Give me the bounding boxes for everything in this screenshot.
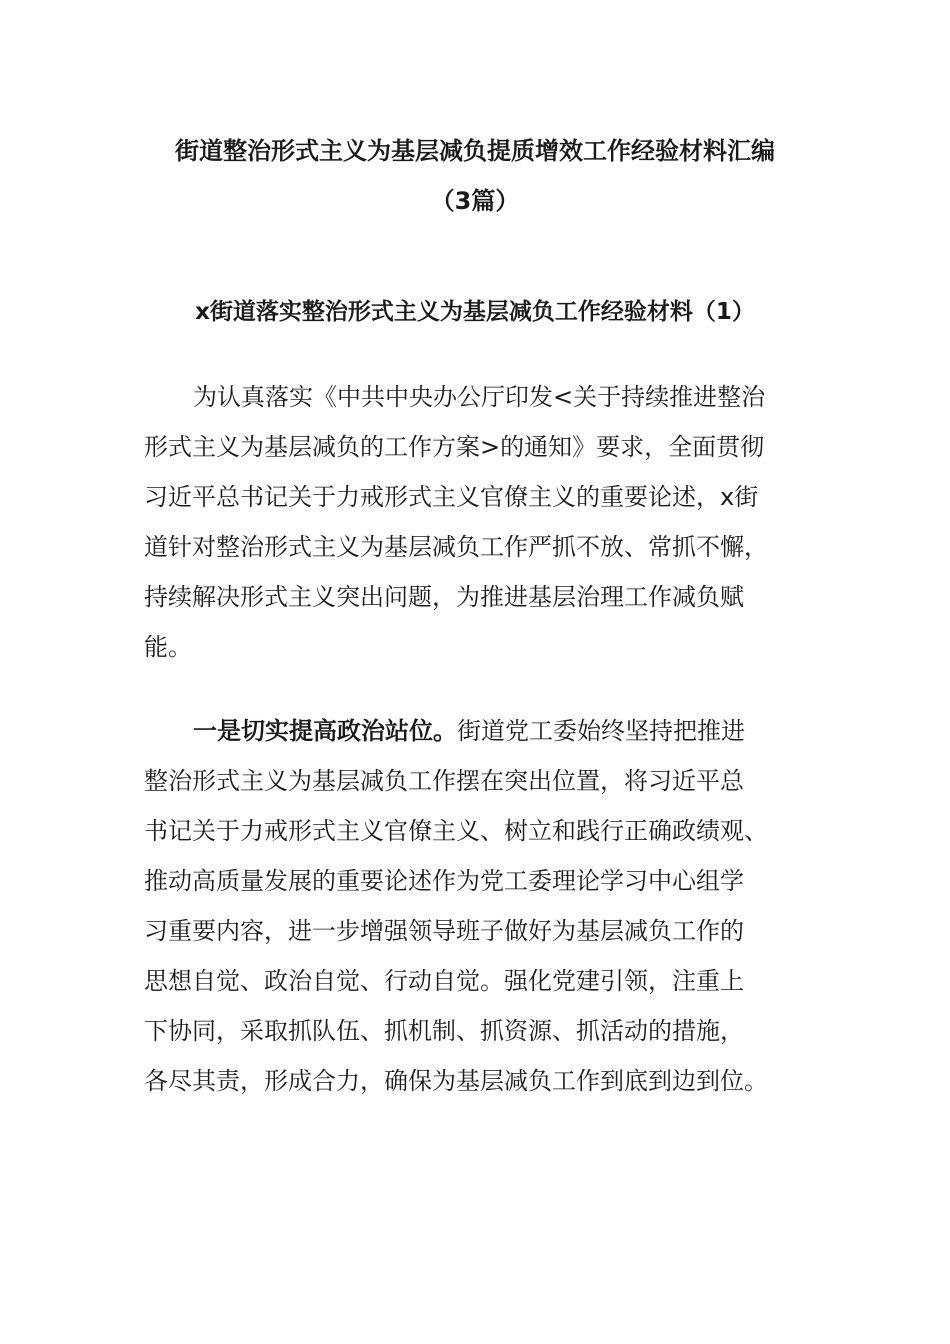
paragraph-1-line: 能。 — [144, 633, 192, 661]
paragraph-2-line: 下协同，采取抓队伍、抓机制、抓资源、抓活动的措施， — [144, 1017, 744, 1045]
paragraph-1-line: 习近平总书记关于力戒形式主义官僚主义的重要论述，x街 — [144, 483, 759, 511]
paragraph-2-first-line — [193, 716, 745, 746]
paragraph-2-line: 习重要内容，进一步增强领导班子做好为基层减负工作的 — [144, 917, 744, 945]
paragraph-1-line: 形式主义为基层减负的工作方案>的通知》要求，全面贯彻 — [144, 433, 765, 461]
paragraph-2-line: 思想自觉、政治自觉、行动自觉。强化党建引领，注重上 — [144, 967, 744, 995]
paragraph-1-line: 为认真落实《中共中央办公厅印发<关于持续推进整治 — [193, 383, 766, 411]
paragraph-2-line: 推动高质量发展的重要论述作为党工委理论学习中心组学 — [144, 867, 744, 895]
document-title-count: （3篇） — [430, 187, 520, 215]
paragraph-1-line: 持续解决形式主义突出问题，为推进基层治理工作减负赋 — [144, 583, 744, 611]
paragraph-2-line: 各尽其责，形成合力，确保为基层减负工作到底到边到位。 — [144, 1067, 768, 1095]
document-title: 街道整治形式主义为基层减负提质增效工作经验材料汇编 — [175, 137, 775, 165]
paragraph-2-first-rest: 街道党工委始终坚持把推进 — [457, 717, 745, 745]
paragraph-1-line: 道针对整治形式主义为基层减负工作严抓不放、常抓不懈， — [144, 533, 768, 561]
section-title: x街道落实整治形式主义为基层减负工作经验材料（1） — [195, 299, 755, 325]
paragraph-2-line: 整治形式主义为基层减负工作摆在突出位置，将习近平总 — [144, 767, 744, 795]
paragraph-2-line: 书记关于力戒形式主义官僚主义、树立和践行正确政绩观、 — [144, 817, 768, 845]
paragraph-2-lead: 一是切实提高政治站位。 — [193, 717, 457, 745]
